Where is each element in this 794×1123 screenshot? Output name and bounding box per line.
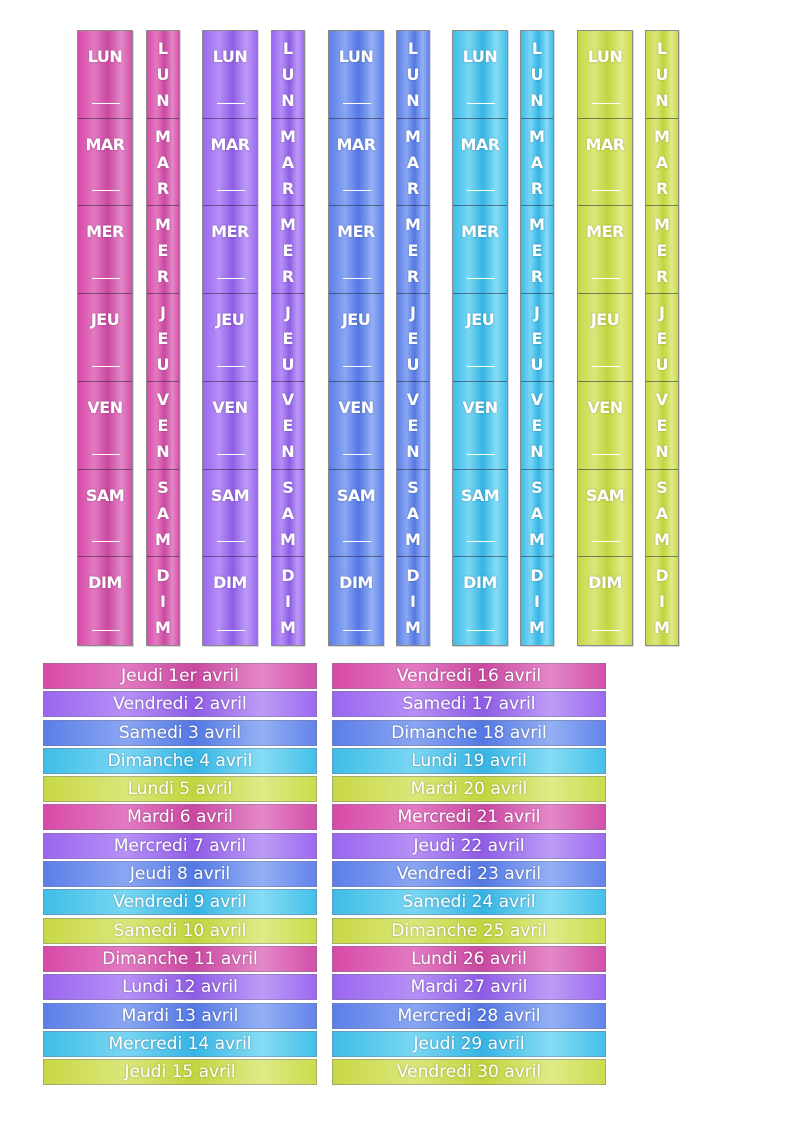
day-label-vertical: LUN	[406, 39, 420, 111]
date-label: Dimanche 18 avril	[332, 720, 606, 746]
date-label: Vendredi 16 avril	[332, 663, 606, 689]
write-line	[343, 103, 371, 104]
day-cell-dim	[646, 557, 678, 645]
write-line	[92, 278, 120, 279]
weekday-strip-wide-blue	[328, 30, 384, 646]
day-label: MER	[211, 222, 249, 242]
day-label: MER	[461, 222, 499, 242]
day-cell-lun	[646, 31, 678, 119]
day-cell-dim	[147, 557, 179, 645]
day-cell-lun	[397, 31, 429, 119]
day-label-vertical: SAM	[405, 477, 421, 549]
day-label: DIM	[463, 573, 497, 593]
date-label: Mercredi 21 avril	[332, 804, 606, 830]
day-label-vertical: MAR	[155, 127, 171, 199]
day-cell-jeu	[646, 294, 678, 382]
day-cell-lun	[521, 31, 553, 119]
day-label-vertical: VEN	[530, 390, 544, 462]
day-cell-jeu	[578, 294, 632, 382]
date-label: Jeudi 22 avril	[332, 833, 606, 859]
day-cell-mer	[521, 206, 553, 294]
day-label-vertical: VEN	[406, 390, 420, 462]
day-label: DIM	[339, 573, 373, 593]
date-label: Vendredi 30 avril	[332, 1059, 606, 1085]
write-line	[217, 454, 245, 455]
write-line	[467, 190, 495, 191]
day-label: JEU	[465, 310, 495, 330]
day-cell-lun	[453, 31, 507, 119]
write-line	[217, 190, 245, 191]
write-line	[592, 454, 620, 455]
day-label-vertical: MER	[529, 214, 545, 286]
day-label: SAM	[336, 485, 376, 505]
day-label-vertical: MAR	[405, 127, 421, 199]
write-line	[92, 366, 120, 367]
weekday-strip-narrow-pink	[146, 30, 180, 646]
day-label: MAR	[85, 134, 125, 154]
day-label-vertical: SAM	[280, 477, 296, 549]
day-cell-ven	[521, 382, 553, 470]
write-line	[467, 630, 495, 631]
day-label-vertical: LUN	[156, 39, 170, 111]
weekday-strip-narrow-cyan	[520, 30, 554, 646]
day-label-vertical: SAM	[654, 477, 670, 549]
date-label: Jeudi 15 avril	[43, 1059, 317, 1085]
day-cell-mer	[578, 206, 632, 294]
day-cell-sam	[78, 470, 132, 558]
day-cell-dim	[329, 557, 383, 645]
day-cell-sam	[578, 470, 632, 558]
day-label: VEN	[87, 397, 123, 417]
day-cell-jeu	[147, 294, 179, 382]
day-cell-sam	[329, 470, 383, 558]
day-label-vertical: VEN	[655, 390, 669, 462]
day-label: MAR	[336, 134, 376, 154]
write-line	[217, 541, 245, 542]
date-label: Mercredi 28 avril	[332, 1003, 606, 1029]
write-line	[92, 541, 120, 542]
date-label: Dimanche 25 avril	[332, 918, 606, 944]
day-label: MER	[337, 222, 375, 242]
weekday-strip-narrow-violet	[271, 30, 305, 646]
day-label: MAR	[460, 134, 500, 154]
day-label-vertical: SAM	[155, 477, 171, 549]
day-cell-ven	[147, 382, 179, 470]
day-label-vertical: MAR	[280, 127, 296, 199]
day-cell-mar	[78, 119, 132, 207]
day-cell-mer	[397, 206, 429, 294]
day-label: SAM	[210, 485, 250, 505]
day-cell-sam	[397, 470, 429, 558]
write-line	[92, 103, 120, 104]
date-label: Jeudi 1er avril	[43, 663, 317, 689]
day-label-vertical: MAR	[654, 127, 670, 199]
day-label: LUN	[338, 47, 374, 66]
day-cell-dim	[453, 557, 507, 645]
day-label-vertical: VEN	[281, 390, 295, 462]
day-label-vertical: JEU	[156, 302, 170, 374]
day-cell-ven	[272, 382, 304, 470]
date-label: Mardi 20 avril	[332, 776, 606, 802]
day-label: JEU	[90, 310, 120, 330]
day-label-vertical: MAR	[529, 127, 545, 199]
day-label: DIM	[88, 573, 122, 593]
date-label: Vendredi 23 avril	[332, 861, 606, 887]
day-cell-sam	[147, 470, 179, 558]
day-cell-jeu	[329, 294, 383, 382]
date-label: Dimanche 4 avril	[43, 748, 317, 774]
day-label-vertical: MER	[155, 214, 171, 286]
weekday-strip-narrow-blue	[396, 30, 430, 646]
date-label: Lundi 5 avril	[43, 776, 317, 802]
day-cell-jeu	[521, 294, 553, 382]
weekday-strip-wide-lime	[577, 30, 633, 646]
date-label: Dimanche 11 avril	[43, 946, 317, 972]
day-cell-ven	[578, 382, 632, 470]
day-label: DIM	[588, 573, 622, 593]
day-cell-mar	[646, 119, 678, 207]
day-label: MAR	[585, 134, 625, 154]
write-line	[217, 278, 245, 279]
date-label: Mardi 27 avril	[332, 974, 606, 1000]
date-label: Lundi 19 avril	[332, 748, 606, 774]
date-label: Jeudi 8 avril	[43, 861, 317, 887]
write-line	[592, 190, 620, 191]
day-cell-lun	[329, 31, 383, 119]
write-line	[343, 541, 371, 542]
write-line	[592, 278, 620, 279]
day-label: JEU	[590, 310, 620, 330]
date-list-right	[332, 663, 606, 1087]
day-label: LUN	[462, 47, 498, 66]
day-label: SAM	[85, 485, 125, 505]
date-label: Samedi 3 avril	[43, 720, 317, 746]
day-cell-mar	[578, 119, 632, 207]
day-cell-mar	[521, 119, 553, 207]
day-cell-sam	[272, 470, 304, 558]
day-cell-jeu	[453, 294, 507, 382]
write-line	[217, 630, 245, 631]
date-label: Mercredi 14 avril	[43, 1031, 317, 1057]
date-label: Jeudi 29 avril	[332, 1031, 606, 1057]
day-label: JEU	[215, 310, 245, 330]
day-cell-dim	[397, 557, 429, 645]
day-cell-ven	[78, 382, 132, 470]
day-cell-dim	[272, 557, 304, 645]
write-line	[343, 630, 371, 631]
day-cell-mar	[329, 119, 383, 207]
day-label-vertical: SAM	[529, 477, 545, 549]
day-cell-mar	[453, 119, 507, 207]
day-label-vertical: MER	[654, 214, 670, 286]
day-cell-jeu	[78, 294, 132, 382]
write-line	[467, 278, 495, 279]
date-label: Samedi 24 avril	[332, 889, 606, 915]
day-label-vertical: DIM	[280, 566, 296, 638]
write-line	[92, 630, 120, 631]
date-label: Mercredi 7 avril	[43, 833, 317, 859]
write-line	[217, 366, 245, 367]
day-cell-mer	[272, 206, 304, 294]
date-label: Samedi 17 avril	[332, 691, 606, 717]
day-label: VEN	[338, 397, 374, 417]
date-label: Samedi 10 avril	[43, 918, 317, 944]
write-line	[92, 190, 120, 191]
day-cell-mer	[147, 206, 179, 294]
day-cell-sam	[453, 470, 507, 558]
day-label-vertical: DIM	[155, 566, 171, 638]
day-label: MER	[86, 222, 124, 242]
write-line	[592, 366, 620, 367]
day-cell-dim	[78, 557, 132, 645]
day-label: VEN	[462, 397, 498, 417]
day-label: VEN	[212, 397, 248, 417]
weekday-strip-wide-cyan	[452, 30, 508, 646]
day-cell-mer	[329, 206, 383, 294]
day-label-vertical: JEU	[281, 302, 295, 374]
day-label-vertical: DIM	[405, 566, 421, 638]
day-label-vertical: LUN	[530, 39, 544, 111]
day-label: MAR	[210, 134, 250, 154]
date-list-left	[43, 663, 317, 1087]
day-label: VEN	[587, 397, 623, 417]
day-label-vertical: JEU	[655, 302, 669, 374]
weekday-strip-wide-violet	[202, 30, 258, 646]
day-cell-jeu	[203, 294, 257, 382]
day-label: LUN	[212, 47, 248, 66]
day-label: JEU	[341, 310, 371, 330]
day-cell-dim	[578, 557, 632, 645]
day-label-vertical: VEN	[156, 390, 170, 462]
day-label: SAM	[585, 485, 625, 505]
write-line	[592, 103, 620, 104]
date-label: Vendredi 2 avril	[43, 691, 317, 717]
date-label: Vendredi 9 avril	[43, 889, 317, 915]
day-label: DIM	[213, 573, 247, 593]
day-cell-dim	[521, 557, 553, 645]
date-label: Mardi 6 avril	[43, 804, 317, 830]
write-line	[217, 103, 245, 104]
day-cell-mar	[397, 119, 429, 207]
day-label-vertical: LUN	[281, 39, 295, 111]
write-line	[592, 541, 620, 542]
day-cell-mer	[203, 206, 257, 294]
day-cell-ven	[203, 382, 257, 470]
day-label-vertical: MER	[280, 214, 296, 286]
day-label-vertical: JEU	[406, 302, 420, 374]
day-cell-sam	[521, 470, 553, 558]
day-cell-sam	[646, 470, 678, 558]
weekday-strip-narrow-lime	[645, 30, 679, 646]
day-cell-mer	[78, 206, 132, 294]
write-line	[343, 190, 371, 191]
write-line	[467, 103, 495, 104]
day-cell-lun	[578, 31, 632, 119]
day-cell-mer	[453, 206, 507, 294]
day-cell-dim	[203, 557, 257, 645]
day-cell-lun	[272, 31, 304, 119]
write-line	[343, 278, 371, 279]
date-label: Mardi 13 avril	[43, 1003, 317, 1029]
write-line	[92, 454, 120, 455]
write-line	[467, 366, 495, 367]
day-cell-mar	[203, 119, 257, 207]
day-cell-sam	[203, 470, 257, 558]
day-label: SAM	[460, 485, 500, 505]
day-cell-jeu	[272, 294, 304, 382]
date-label: Lundi 12 avril	[43, 974, 317, 1000]
day-label-vertical: LUN	[655, 39, 669, 111]
write-line	[467, 454, 495, 455]
day-cell-ven	[329, 382, 383, 470]
write-line	[343, 454, 371, 455]
day-cell-ven	[397, 382, 429, 470]
day-label-vertical: DIM	[654, 566, 670, 638]
day-label-vertical: JEU	[530, 302, 544, 374]
day-cell-mar	[272, 119, 304, 207]
day-cell-ven	[646, 382, 678, 470]
day-label: MER	[586, 222, 624, 242]
day-cell-ven	[453, 382, 507, 470]
day-cell-lun	[78, 31, 132, 119]
day-cell-lun	[147, 31, 179, 119]
day-label: LUN	[87, 47, 123, 66]
day-label-vertical: DIM	[529, 566, 545, 638]
write-line	[343, 366, 371, 367]
day-cell-lun	[203, 31, 257, 119]
write-line	[592, 630, 620, 631]
day-label-vertical: MER	[405, 214, 421, 286]
day-label: LUN	[587, 47, 623, 66]
day-cell-jeu	[397, 294, 429, 382]
day-cell-mar	[147, 119, 179, 207]
date-label: Lundi 26 avril	[332, 946, 606, 972]
write-line	[467, 541, 495, 542]
day-cell-mer	[646, 206, 678, 294]
weekday-strip-wide-pink	[77, 30, 133, 646]
